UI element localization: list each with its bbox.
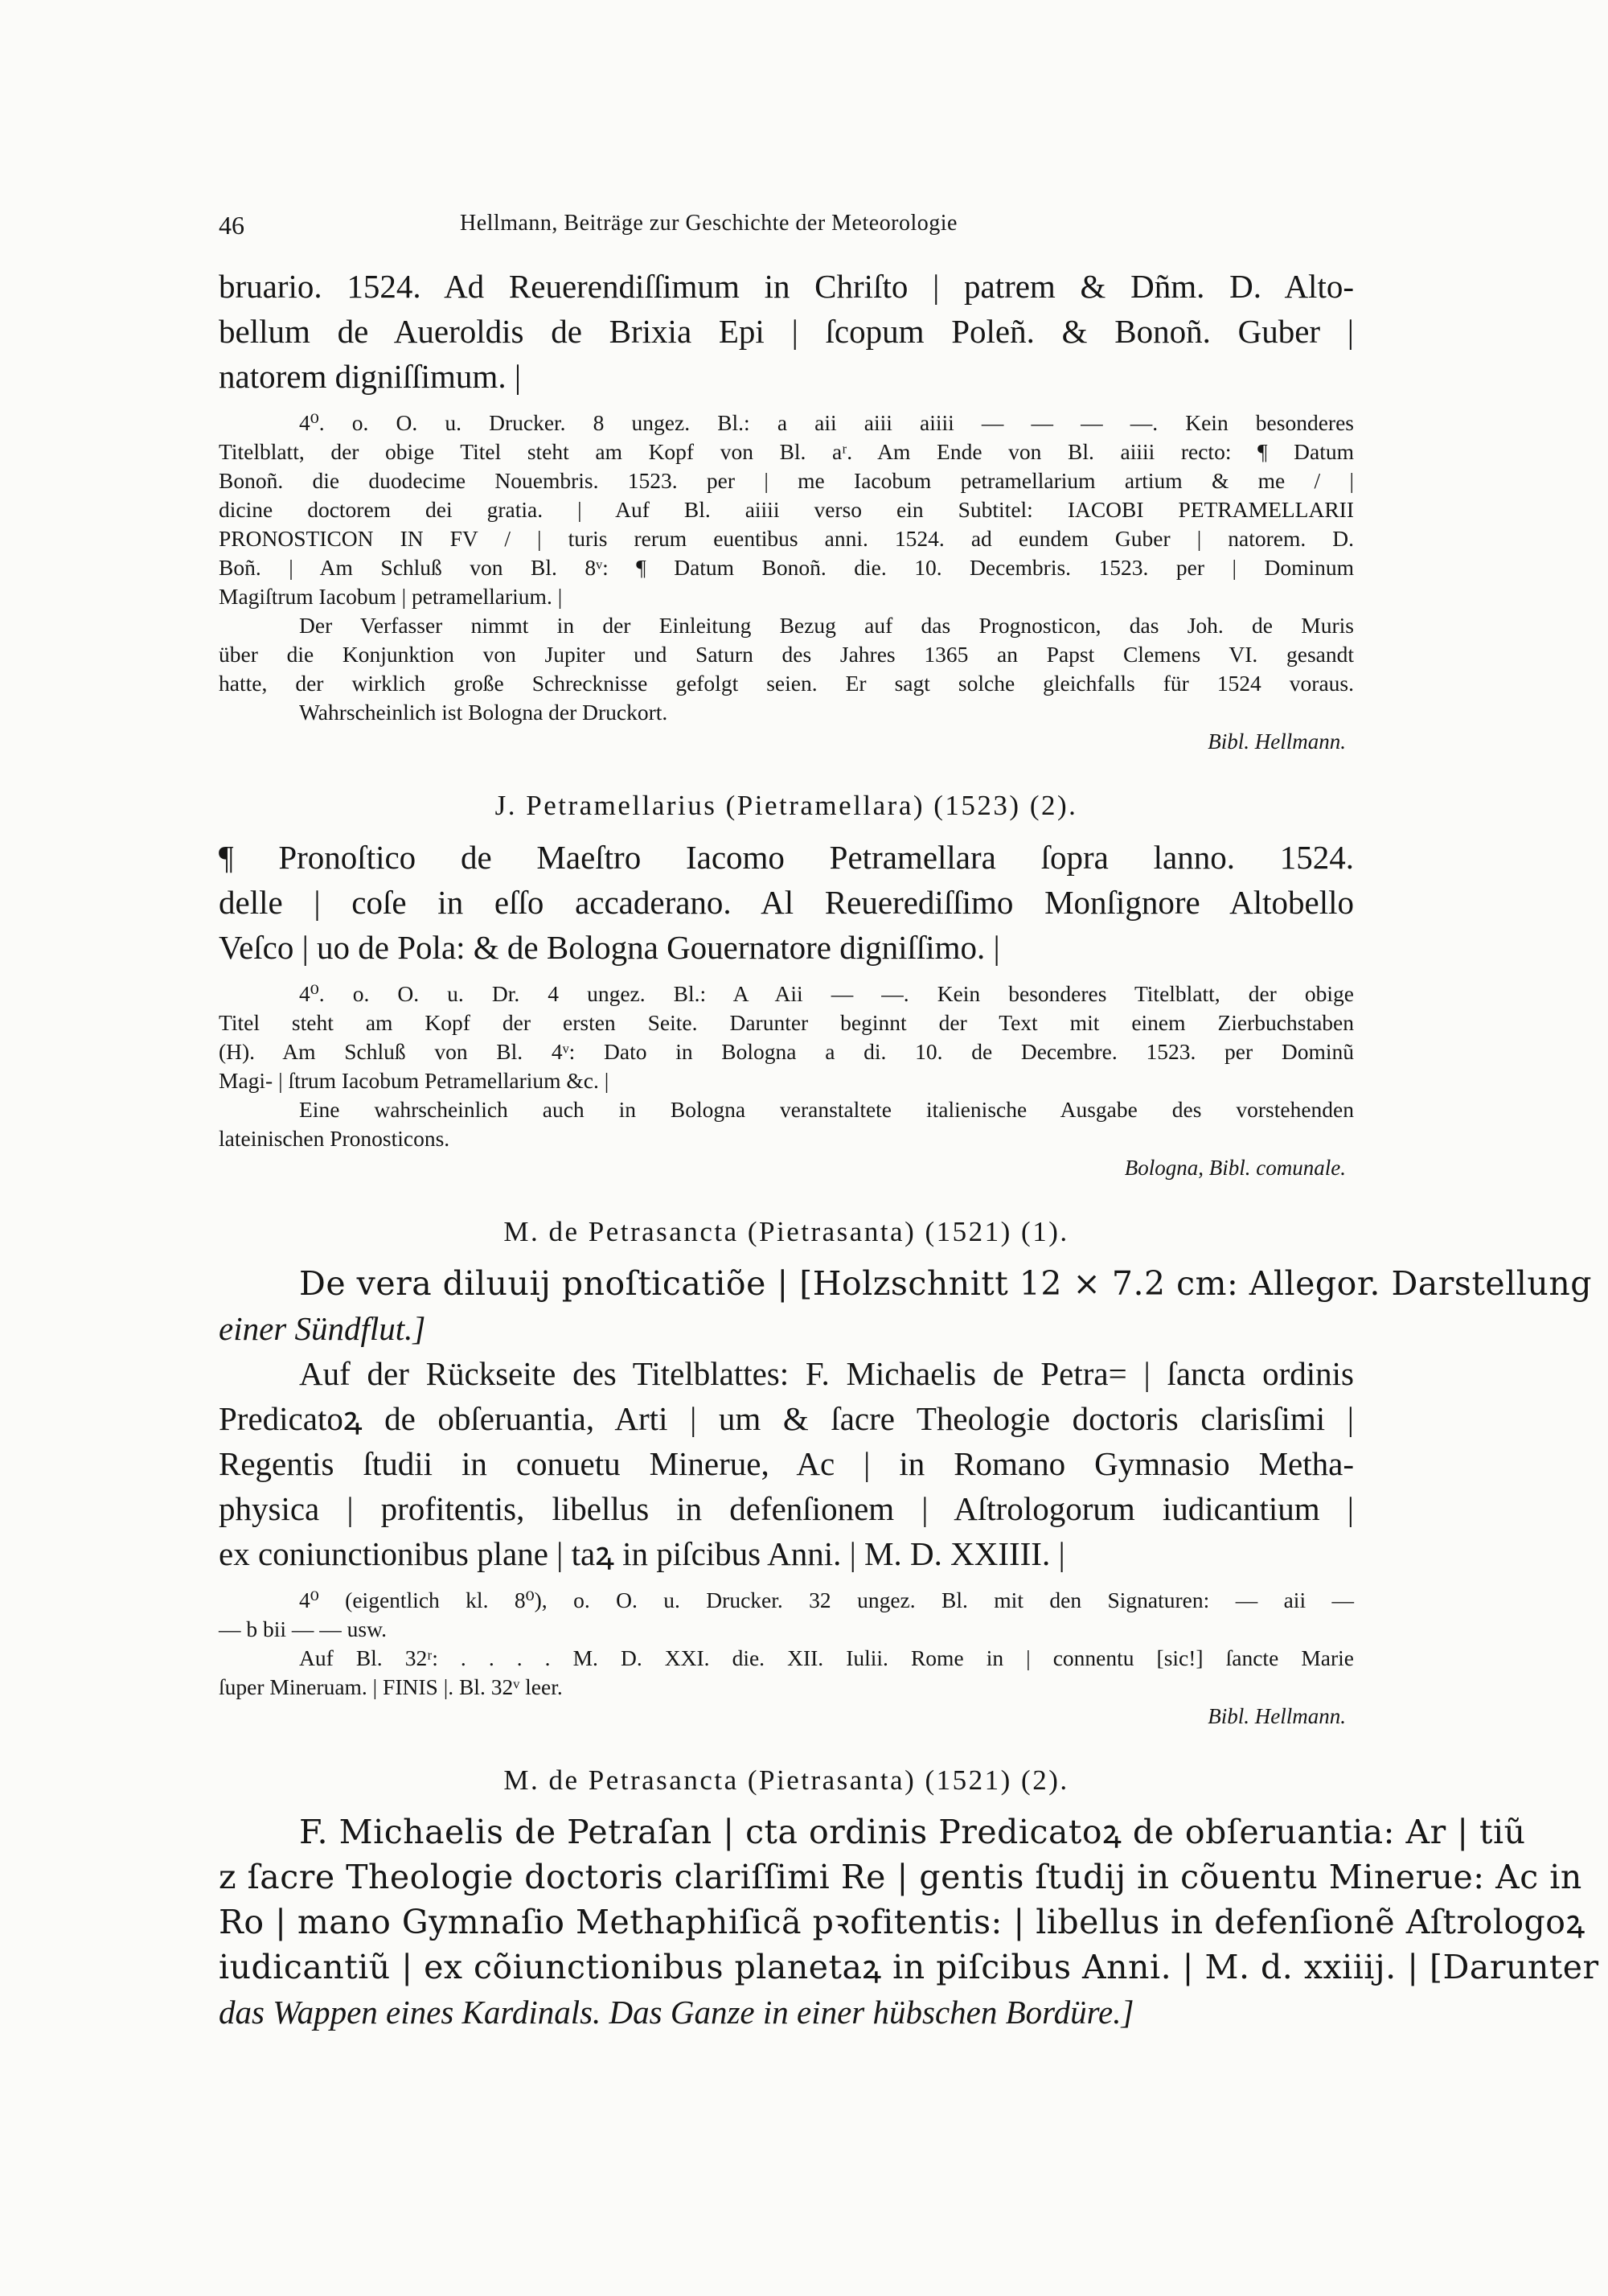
bibliographic-note-line: Bonoñ. die duodecime Nouembris. 1523. per | me Iacobum petramellarium artium & me / | — [219, 468, 1354, 493]
bibliographic-note-line: dicine doctorem dei gratia. | Auf Bl. aiiii verso ein Subtitel: IACOBI PETRAMELLARII — [219, 497, 1354, 522]
commentary-line: Eine wahrscheinlich auch in Bologna veranstaltete italienische Ausgabe des vorstehenden — [299, 1097, 1354, 1122]
title-line: F. Michaelis de Petraſan | cta ordinis Predicatoꝝ de obſeruantia: Ar | tiũ — [299, 1813, 1526, 1851]
commentary-line: Wahrscheinlich ist Bologna der Druckort. — [299, 700, 668, 725]
document-page — [219, 211, 1599, 2035]
commentary-line: Der Verfasser nimmt in der Einleitung Bezug auf das Prognosticon, das Joh. de Muris — [299, 613, 1354, 638]
running-title: Hellmann, Beiträge zur Geschichte der Meteorologie — [460, 211, 958, 236]
bibliographic-note-line: Auf Bl. 32ʳ: . . . . M. D. XXI. die. XII. Iulii. Rome in | connentu [sic!] ſancte Marie — [299, 1645, 1354, 1670]
bibliographic-note-line: Magi- | ſtrum Iacobum Petramellarium &c. | — [219, 1068, 609, 1093]
title-line: bellum de Aueroldis de Brixia Epi | ſcopum Poleñ. & Bonoñ. Guber | — [219, 313, 1354, 350]
verso-title-line: physica | profitentis, libellus in defenſionem | Aſtrologorum iudicantium | — [219, 1490, 1354, 1527]
holding-location: Bologna, Bibl. comunale. — [1124, 1156, 1346, 1180]
title-line: natorem digniſſimum. | — [219, 358, 522, 395]
entry-heading: M. de Petrasancta (Pietrasanta) (1521) (2). — [503, 1764, 1069, 1796]
bibliographic-note-line: PRONOSTICON IN FV / | turis rerum euentibus anni. 1524. ad eundem Guber | natorem. D. — [219, 526, 1354, 551]
bibliographic-note-line: ſuper Mineruam. | FINIS |. Bl. 32ᵛ leer. — [219, 1674, 563, 1699]
entry-petrasancta-2 — [219, 1761, 1599, 2035]
verso-title-line: Regentis ſtudii in conuetu Minerue, Ac | in Romano Gymnasio Metha- — [219, 1445, 1354, 1482]
bibliographic-note-line: Titelblatt, der obige Titel steht am Kopf von Bl. aʳ. Am Ende von Bl. aiiii recto: ¶ Datum — [219, 439, 1354, 464]
bibliographic-note-line: 4⁰. o. O. u. Dr. 4 ungez. Bl.: A Aii — —. Kein besonderes Titelblatt, der obige — [299, 981, 1354, 1006]
commentary-line: lateinischen Pronosticons. — [219, 1126, 450, 1151]
title-line: einer Sündflut.] — [219, 1310, 426, 1347]
commentary-line: hatte, der wirklich große Schrecknisse gefolgt seien. Er sagt solche gleichfalls für 1524 voraus. — [219, 671, 1354, 696]
holding-location: Bibl. Hellmann. — [1208, 1704, 1346, 1728]
holding-location: Bibl. Hellmann. — [1208, 729, 1346, 754]
title-line: z ſacre Theologie doctoris clariſſimi Re | gentis ſtudij in cõuentu Minerue: Ac in — [219, 1858, 1582, 1896]
bibliographic-note-line: 4⁰ (eigentlich kl. 8⁰), o. O. u. Drucker. 32 ungez. Bl. mit den Signaturen: — aii — — [299, 1587, 1354, 1612]
bibliographic-note-line: — b bii — — usw. — [219, 1616, 388, 1641]
verso-title-line: Auf der Rückseite des Titelblattes: F. Michaelis de Petra= | ſancta ordinis — [299, 1355, 1354, 1392]
commentary-line: über die Konjunktion von Jupiter und Saturn des Jahres 1365 an Papst Clemens VI. gesandt — [219, 642, 1354, 667]
bibliographic-note-line: Titel steht am Kopf der ersten Seite. Darunter beginnt der Text mit einem Zierbuchstaben — [219, 1010, 1354, 1035]
title-line: Ro | mano Gymnaſio Methaphiſicã pꝛofitentis: | libellus in defenſionẽ Aſtrologoꝝ — [219, 1903, 1585, 1941]
title-line: das Wappen eines Kardinals. Das Ganze in einer hübschen Bordüre.] — [219, 1994, 1134, 2031]
entry-heading: J. Petramellarius (Pietramellara) (1523) (2). — [494, 790, 1078, 821]
entry-heading: M. de Petrasancta (Pietrasanta) (1521) (1). — [503, 1216, 1069, 1247]
title-line: delle | coſe in eſſo accaderano. Al Reuerediſſimo Monſignore Altobello — [219, 884, 1354, 921]
verso-title-line: Predicatoꝝ de obſeruantia, Arti | um & ſacre Theologie doctoris clarisſimi | — [219, 1400, 1354, 1437]
entry-petrasancta-1 — [219, 1213, 1592, 1731]
bibliographic-note-line: 4⁰. o. O. u. Drucker. 8 ungez. Bl.: a aii aiii aiiii — — — —. Kein besonderes — [299, 410, 1354, 435]
entry-petramellarius-2 — [219, 787, 1354, 1182]
bibliographic-note-line: (H). Am Schluß von Bl. 4ᵛ: Dato in Bologna a di. 10. de Decembre. 1523. per Dominũ — [219, 1039, 1354, 1064]
title-line: Veſco | uo de Pola: & de Bologna Gouernatore digniſſimo. | — [219, 929, 1000, 966]
title-line: De vera diluuij pnoſticatiõe | [Holzschnitt 12 × 7.2 cm: Allegor. Darstellung — [299, 1264, 1592, 1303]
page-header — [219, 211, 1354, 243]
page-number: 46 — [219, 211, 244, 240]
bibliographic-note-line: Boñ. | Am Schluß von Bl. 8ᵛ: ¶ Datum Bonoñ. die. 10. Decembris. 1523. per | Dominum — [219, 555, 1354, 580]
verso-title-line: ex coniunctionibus plane | taꝝ in piſcibus Anni. | M. D. XXIIII. | — [219, 1535, 1065, 1572]
title-line: ¶ Pronoſtico de Maeſtro Iacomo Petramellara ſopra lanno. 1524. — [219, 839, 1354, 876]
bibliographic-note-line: Magiſtrum Iacobum | petramellarium. | — [219, 584, 563, 609]
entry-petramellarius-1-continued — [219, 264, 1354, 756]
title-line: bruario. 1524. Ad Reuerendiſſimum in Chriſto | patrem & Dñm. D. Alto- — [219, 268, 1354, 305]
title-line: iudicantiũ | ex cõiunctionibus planetaꝝ in piſcibus Anni. | M. d. xxiiij. | [Darunter — [219, 1948, 1599, 1986]
